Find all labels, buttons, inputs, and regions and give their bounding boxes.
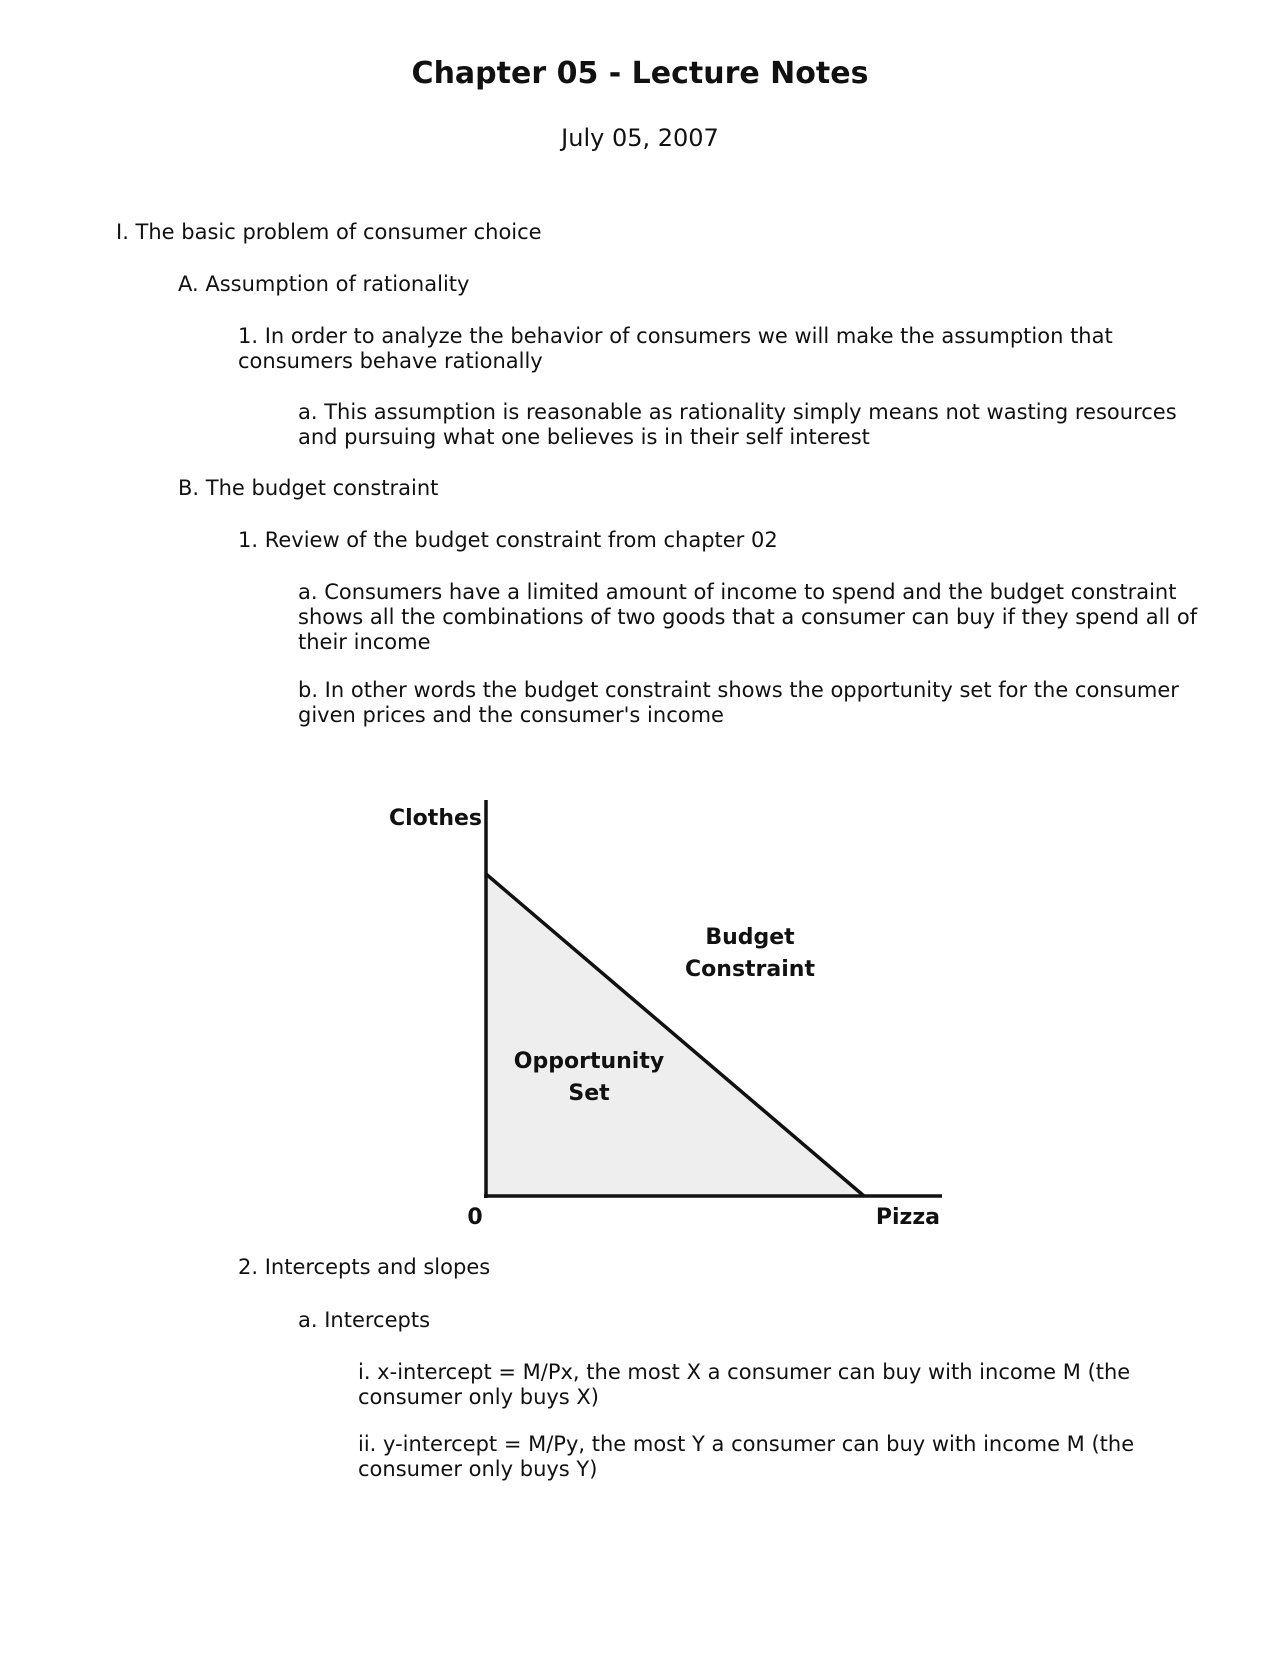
origin-label: 0 <box>467 1205 483 1230</box>
budget-constraint-diagram <box>370 790 950 1310</box>
outline-item-B2a-i: i. x-intercept = M/Px, the most X a consumer can buy with income M (the consumer only buys X) <box>358 1360 1131 1409</box>
budget-constraint-label-line1: Budget <box>705 925 795 950</box>
budget-constraint-figure <box>370 790 950 1310</box>
document-title: Chapter 05 - Lecture Notes <box>411 56 869 91</box>
x-axis-label: Pizza <box>875 1205 940 1230</box>
outline-item-B2a: a. Intercepts <box>298 1308 431 1332</box>
outline-section-B: B. The budget constraint <box>178 476 439 500</box>
outline-item-B1: 1. Review of the budget constraint from chapter 02 <box>238 528 778 552</box>
outline-section-A: A. Assumption of rationality <box>178 272 470 296</box>
outline-item-B1a: a. Consumers have a limited amount of income to spend and the budget constraint shows all the combinations of two goods that a consumer can buy if they spend all of their income <box>298 580 1198 654</box>
opportunity-set-label-line1: Opportunity <box>513 1049 665 1074</box>
opportunity-set-label-line2: Set <box>568 1081 610 1106</box>
outline-item-B1b: b. In other words the budget constraint shows the opportunity set for the consumer given prices and the consumer's income <box>298 678 1179 727</box>
outline-item-B2: 2. Intercepts and slopes <box>238 1255 491 1279</box>
document-date: July 05, 2007 <box>561 124 719 152</box>
outline-item-A1: 1. In order to analyze the behavior of consumers we will make the assumption that consumers behave rationally <box>238 324 1113 373</box>
y-axis-label: Clothes <box>389 806 482 831</box>
budget-constraint-label-line2: Constraint <box>685 957 815 982</box>
outline-section-I: I. The basic problem of consumer choice <box>116 220 542 244</box>
outline-item-B2a-ii: ii. y-intercept = M/Py, the most Y a consumer can buy with income M (the consumer only buys Y) <box>358 1432 1135 1481</box>
outline-item-A1a: a. This assumption is reasonable as rationality simply means not wasting resources and pursuing what one believes is in their self interest <box>298 400 1177 449</box>
